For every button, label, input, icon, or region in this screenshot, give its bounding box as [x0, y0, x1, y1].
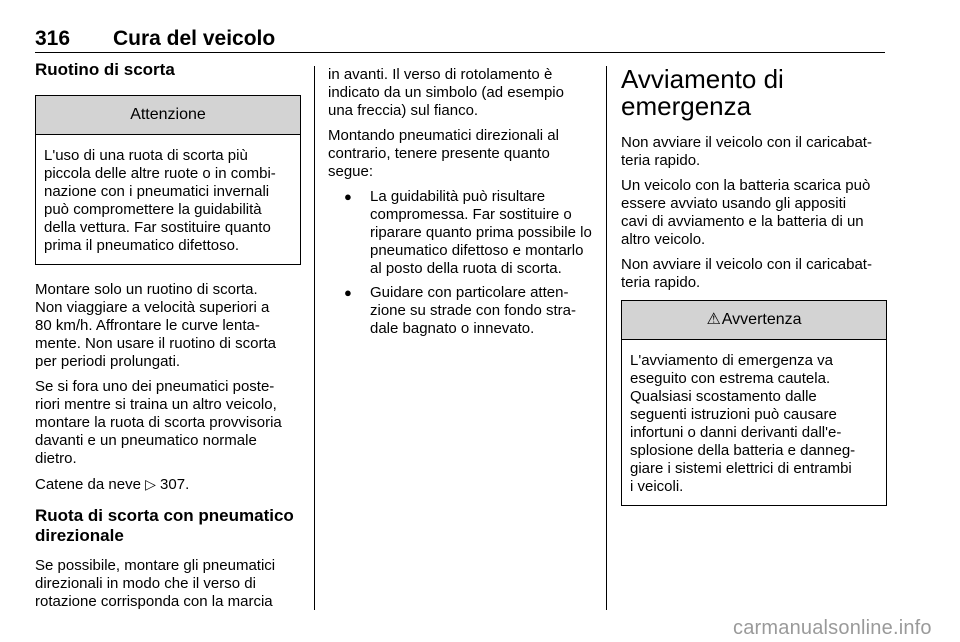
section-title: Cura del veicolo [113, 27, 276, 50]
text-line: giare i sistemi elettrici di entrambi [630, 460, 852, 477]
paragraph [328, 66, 598, 120]
text-line: può compromettere la guidabilità [44, 201, 262, 218]
text-line: cavi di avviamento e la batteria di un [621, 213, 864, 230]
paragraph [621, 256, 887, 292]
text-line: dietro. [35, 450, 77, 467]
text-line: i veicoli. [630, 478, 684, 495]
text-line: seguenti istruzioni può causare [630, 406, 837, 423]
paragraph [621, 134, 887, 170]
page-number: 316 [35, 27, 71, 50]
text-line: Qualsiasi scostamento dalle [630, 388, 817, 405]
paragraph [35, 557, 301, 611]
emergency-start-heading [621, 66, 887, 120]
text-line: Non avviare il veicolo con il caricabat- [621, 134, 872, 151]
caution-box-title: Attenzione [36, 96, 300, 135]
text-line: riori mentre si traina un altro veicolo, [35, 396, 277, 413]
paragraph [621, 177, 887, 249]
text-line: riparare quanto prima possibile lo [370, 224, 592, 241]
text-line: Non avviare il veicolo con il caricabat- [621, 256, 872, 273]
paragraph [328, 127, 598, 181]
text-line: Se possibile, montare gli pneumatici [35, 557, 276, 574]
caution-box [35, 95, 301, 265]
text-line: Un veicolo con la batteria scarica può [621, 177, 871, 194]
text-line: nazione con i pneumatici invernali [44, 183, 270, 200]
arrow-ref-icon: ▷ [145, 476, 156, 492]
paragraph [35, 378, 301, 468]
text-line: compromessa. Far sostituire o [370, 206, 572, 223]
text-line: pneumatico difettoso e montarlo [370, 242, 584, 259]
list-item [344, 188, 598, 278]
text-line: rotazione corrisponda con la marcia [35, 593, 273, 610]
caution-box-text [36, 135, 300, 264]
text-line: direzionale [35, 526, 124, 545]
text-line: L'uso di una ruota di scorta più [44, 147, 248, 164]
bullet-list [328, 188, 598, 338]
text-line: zione su strade con fondo stra- [370, 302, 576, 319]
text-line: ● La guidabilità può risultare [370, 188, 546, 205]
warning-box-text [622, 340, 886, 505]
page-header [35, 26, 885, 53]
text-line: per periodi prolungati. [35, 353, 181, 370]
warning-box [621, 300, 887, 506]
text-line: indicato da un simbolo (ad esempio [328, 84, 564, 101]
text-line: Non viaggiare a velocità superiori a [35, 299, 270, 316]
warning-triangle-icon: ⚠ [706, 311, 721, 328]
text-line: Se si fora uno dei pneumatici poste- [35, 378, 275, 395]
text-line: essere avviato usando gli appositi [621, 195, 847, 212]
text-line: altro veicolo. [621, 231, 706, 248]
warning-box-title: Avvertenza [721, 311, 802, 328]
text-line: Montando pneumatici direzionali al [328, 127, 559, 144]
paragraph [35, 281, 301, 371]
text-line: Montare solo un ruotino di scorta. [35, 281, 258, 298]
text-line: segue: [328, 163, 374, 180]
text-line: piccola delle altre ruote o in combi- [44, 165, 276, 182]
text-line: 80 km/h. Affrontare le curve lenta- [35, 317, 260, 334]
text-line: montare la ruota di scorta provvisoria [35, 414, 282, 431]
text-line: emergenza [621, 91, 752, 121]
text-line: della vettura. Far sostituire quanto [44, 219, 271, 236]
text-line: eseguito con estrema cautela. [630, 370, 831, 387]
snow-chains-reference [35, 475, 301, 494]
text-line: al posto della ruota di scorta. [370, 260, 562, 277]
text-line: direzionali in modo che il verso di [35, 575, 256, 592]
warning-box-header [622, 301, 886, 340]
text-line: teria rapido. [621, 152, 701, 169]
text-line: Avviamento di [621, 64, 784, 94]
text-line: splosione della batteria e danneg- [630, 442, 856, 459]
text-line: una freccia) sul fianco. [328, 102, 479, 119]
text-line: Ruota di scorta con pneumatico [35, 506, 294, 525]
directional-tyre-heading [35, 506, 301, 546]
text-line: infortuni o danni derivanti dall'e- [630, 424, 842, 441]
text-line: contrario, tenere presente quanto [328, 145, 550, 162]
watermark: carmanualsonline.info [733, 617, 932, 639]
text-line: teria rapido. [621, 274, 701, 291]
text-line: davanti e un pneumatico normale [35, 432, 257, 449]
page-link[interactable]: 307. [160, 476, 190, 493]
snow-chains-text: Catene da neve [35, 476, 141, 493]
text-line: mente. Non usare il ruotino di scorta [35, 335, 276, 352]
column-1 [35, 60, 301, 618]
text-line: dale bagnato o innevato. [370, 320, 535, 337]
text-line: ● Guidare con particolare atten- [370, 284, 569, 301]
spare-wheel-heading: Ruotino di scorta [35, 60, 175, 79]
text-line: L'avviamento di emergenza va [630, 352, 833, 369]
text-line: in avanti. Il verso di rotolamento è [328, 66, 553, 83]
column-divider-1 [314, 66, 315, 610]
column-3 [621, 66, 887, 522]
column-divider-2 [606, 66, 607, 610]
text-line: prima il pneumatico difettoso. [44, 237, 240, 254]
column-2 [328, 66, 598, 346]
list-item [344, 284, 598, 338]
